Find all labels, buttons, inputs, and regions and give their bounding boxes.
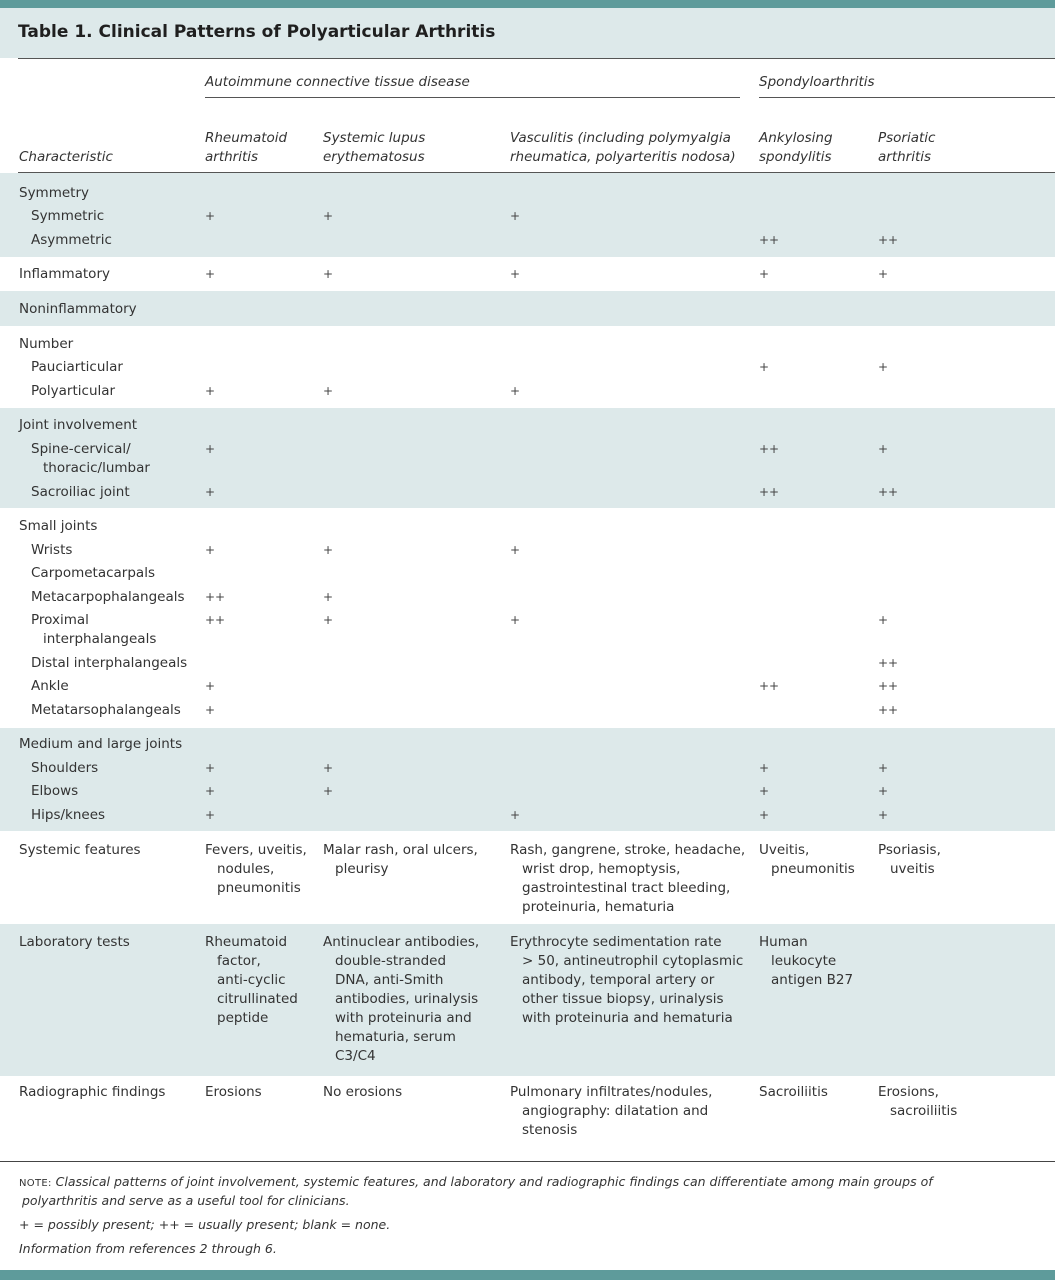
systemic-as [759, 841, 855, 879]
symmetric-sle: + [323, 209, 334, 223]
ankle-ra: + [205, 679, 216, 693]
row-label-shoulders: Shoulders [31, 760, 99, 776]
col-rheumatoid-arthritis: Rheumatoid arthritis [205, 130, 288, 165]
row-label-pauciarticular: Pauciarticular [31, 359, 123, 375]
group-spondyloarthritis: Spondyloarthritis [759, 74, 875, 90]
elbows-sle: + [323, 784, 334, 798]
lab-as-line: Human [759, 934, 808, 950]
mtp-psa: ++ [878, 703, 899, 717]
asymmetric-as: ++ [759, 233, 780, 247]
hips-ra: + [205, 808, 216, 822]
systemic-vasc-line: proteinuria, hematuria [522, 899, 675, 915]
row-label-carpometacarpals: Carpometacarpals [31, 565, 155, 581]
shoulders-psa: + [878, 761, 889, 775]
mcp-sle: + [323, 590, 334, 604]
lab-ra-line: peptide [217, 1010, 269, 1026]
inflammatory-psa: + [878, 267, 889, 281]
inflammatory-sle: + [323, 267, 334, 281]
row-label-inflammatory: Inflammatory [19, 266, 110, 282]
group-autoimmune: Autoimmune connective tissue disease [205, 74, 470, 90]
systemic-as-line: pneumonitis [771, 861, 855, 877]
bottom-accent-bar [0, 1270, 1055, 1280]
table-title: Table 1. Clinical Patterns of Polyarticular Arthritis [18, 22, 496, 42]
lab-ra-line: Rheumatoid [205, 934, 288, 950]
row-label-ankle: Ankle [31, 678, 69, 694]
sacroiliac-ra: + [205, 485, 216, 499]
radio-psa-line: sacroiliitis [890, 1103, 958, 1119]
radio-as-line: Sacroiliitis [759, 1084, 828, 1100]
shoulders-as: + [759, 761, 770, 775]
row-label-number: Number [19, 336, 74, 352]
sacroiliac-psa: ++ [878, 485, 899, 499]
inflammatory-as: + [759, 267, 770, 281]
dip-psa: ++ [878, 656, 899, 670]
pauciarticular-as: + [759, 360, 770, 374]
systemic-vasc [510, 841, 745, 917]
radio-vasc-line: Pulmonary infiltrates/nodules, [510, 1084, 713, 1100]
shoulders-ra: + [205, 761, 216, 775]
ankle-psa: ++ [878, 679, 899, 693]
sacroiliac-as: ++ [759, 485, 780, 499]
radio-psa-line: Erosions, [878, 1084, 939, 1100]
note-text-2: polyarthritis and serve as a useful tool for clinicians. [22, 1193, 350, 1208]
lab-sle-line: with proteinuria and [335, 1010, 472, 1026]
lab-as [759, 933, 853, 990]
row-label-pip-2: interphalangeals [43, 631, 157, 647]
spine-psa: + [878, 442, 889, 456]
row-label-hips: Hips/knees [31, 807, 106, 823]
spine-ra: + [205, 442, 216, 456]
row-label-spine-1: Spine-cervical/ [31, 441, 131, 457]
radio-psa [878, 1083, 957, 1121]
band-noninflammatory [0, 291, 1055, 326]
col-sle: Systemic lupus erythematosus [323, 130, 426, 165]
lab-sle-line: antibodies, urinalysis [335, 991, 479, 1007]
systemic-ra-line: nodules, [217, 861, 275, 877]
lab-sle-line: C3/C4 [335, 1048, 376, 1064]
row-label-elbows: Elbows [31, 783, 79, 799]
asymmetric-psa: ++ [878, 233, 899, 247]
polyarticular-sle: + [323, 384, 334, 398]
col-ankylosing-spondylitis: Ankylosing spondylitis [759, 130, 833, 165]
radio-sle-line: No erosions [323, 1084, 403, 1100]
row-label-symmetry: Symmetry [19, 185, 89, 201]
pip-psa: + [878, 613, 889, 627]
wrists-vasc: + [510, 543, 521, 557]
row-label-small-joints: Small joints [19, 518, 98, 534]
elbows-ra: + [205, 784, 216, 798]
radio-as [759, 1083, 828, 1102]
lab-vasc [510, 933, 743, 1028]
col-psoriatic-arthritis: Psoriatic arthritis [878, 130, 936, 165]
systemic-ra-line: pneumonitis [217, 880, 301, 896]
radio-vasc-line: angiography: dilatation and [522, 1103, 709, 1119]
ankle-as: ++ [759, 679, 780, 693]
group-rule-autoimmune [205, 97, 740, 98]
systemic-psa [878, 841, 941, 879]
hips-psa: + [878, 808, 889, 822]
mtp-ra: + [205, 703, 216, 717]
lab-sle-line: hematuria, serum [335, 1029, 456, 1045]
inflammatory-ra: + [205, 267, 216, 281]
lab-ra [205, 933, 298, 1028]
group-rule-spondylo [759, 97, 1055, 98]
pauciarticular-psa: + [878, 360, 889, 374]
row-label-dip: Distal interphalangeals [31, 655, 188, 671]
shoulders-sle: + [323, 761, 334, 775]
note-label: NOTE: [19, 1178, 52, 1189]
row-label-polyarticular: Polyarticular [31, 383, 116, 399]
row-label-asymmetric: Asymmetric [31, 232, 112, 248]
row-label-medium-large: Medium and large joints [19, 736, 183, 752]
systemic-sle-line: pleurisy [335, 861, 389, 877]
hips-vasc: + [510, 808, 521, 822]
lab-vasc-line: other tissue biopsy, urinalysis [522, 991, 724, 1007]
symmetric-vasc: + [510, 209, 521, 223]
spine-as: ++ [759, 442, 780, 456]
row-label-joint-involvement: Joint involvement [19, 417, 138, 433]
lab-vasc-line: > 50, antineutrophil cytoplasmic [522, 953, 744, 969]
col-vasculitis: Vasculitis (including polymyalgia rheumatica, polyarteritis nodosa) [510, 130, 736, 165]
polyarticular-vasc: + [510, 384, 521, 398]
systemic-vasc-line: wrist drop, hemoptysis, [522, 861, 681, 877]
systemic-vasc-line: Rash, gangrene, stroke, headache, [510, 842, 746, 858]
lab-vasc-line: antibody, temporal artery or [522, 972, 715, 988]
systemic-ra [205, 841, 307, 898]
systemic-psa-line: uveitis [890, 861, 935, 877]
mcp-ra: ++ [205, 590, 226, 604]
symmetric-ra: + [205, 209, 216, 223]
inflammatory-vasc: + [510, 267, 521, 281]
lab-sle-line: double-stranded [335, 953, 447, 969]
pip-ra: ++ [205, 613, 226, 627]
row-label-mtp: Metatarsophalangeals [31, 702, 181, 718]
systemic-vasc-line: gastrointestinal tract bleeding, [522, 880, 731, 896]
row-label-radiographic: Radiographic findings [19, 1084, 166, 1100]
lab-ra-line: anti-cyclic [217, 972, 286, 988]
systemic-ra-line: Fevers, uveitis, [205, 842, 307, 858]
row-label-pip-1: Proximal [31, 612, 89, 628]
lab-vasc-line: Erythrocyte sedimentation rate [510, 934, 722, 950]
hips-as: + [759, 808, 770, 822]
symbol-legend: + = possibly present; ++ = usually present; blank = none. [19, 1217, 391, 1232]
radio-sle [323, 1083, 402, 1102]
references-note: Information from references 2 through 6. [19, 1241, 277, 1256]
row-label-symmetric: Symmetric [31, 208, 105, 224]
lab-sle-line: Antinuclear antibodies, [323, 934, 480, 950]
lab-sle-line: DNA, anti-Smith [335, 972, 444, 988]
systemic-sle-line: Malar rash, oral ulcers, [323, 842, 478, 858]
row-label-spine-2: thoracic/lumbar [43, 460, 150, 476]
row-label-wrists: Wrists [31, 542, 73, 558]
radio-vasc [510, 1083, 712, 1140]
pip-sle: + [323, 613, 334, 627]
wrists-sle: + [323, 543, 334, 557]
table-bottom-rule [0, 1161, 1055, 1162]
elbows-as: + [759, 784, 770, 798]
row-label-laboratory: Laboratory tests [19, 934, 130, 950]
lab-as-line: antigen B27 [771, 972, 854, 988]
lab-as-line: leukocyte [771, 953, 837, 969]
systemic-as-line: Uveitis, [759, 842, 810, 858]
row-label-mcp: Metacarpophalangeals [31, 589, 185, 605]
top-accent-bar [0, 0, 1055, 8]
wrists-ra: + [205, 543, 216, 557]
row-label-systemic: Systemic features [19, 842, 141, 858]
table-note [19, 1172, 1029, 1193]
lab-vasc-line: with proteinuria and hematuria [522, 1010, 733, 1026]
col-characteristic: Characteristic [19, 149, 113, 165]
radio-vasc-line: stenosis [522, 1122, 578, 1138]
radio-ra [205, 1083, 262, 1102]
lab-ra-line: factor, [217, 953, 261, 969]
radio-ra-line: Erosions [205, 1084, 262, 1100]
note-text-1: Classical patterns of joint involvement, systemic features, and laboratory and radiographic findings can differentiate among main groups of [55, 1174, 933, 1189]
elbows-psa: + [878, 784, 889, 798]
lab-sle [323, 933, 479, 1066]
title-rule [18, 58, 1055, 59]
pip-vasc: + [510, 613, 521, 627]
systemic-sle [323, 841, 478, 879]
row-label-sacroiliac: Sacroiliac joint [31, 484, 130, 500]
polyarticular-ra: + [205, 384, 216, 398]
row-label-noninflammatory: Noninflammatory [19, 301, 137, 317]
systemic-psa-line: Psoriasis, [878, 842, 941, 858]
lab-ra-line: citrullinated [217, 991, 298, 1007]
